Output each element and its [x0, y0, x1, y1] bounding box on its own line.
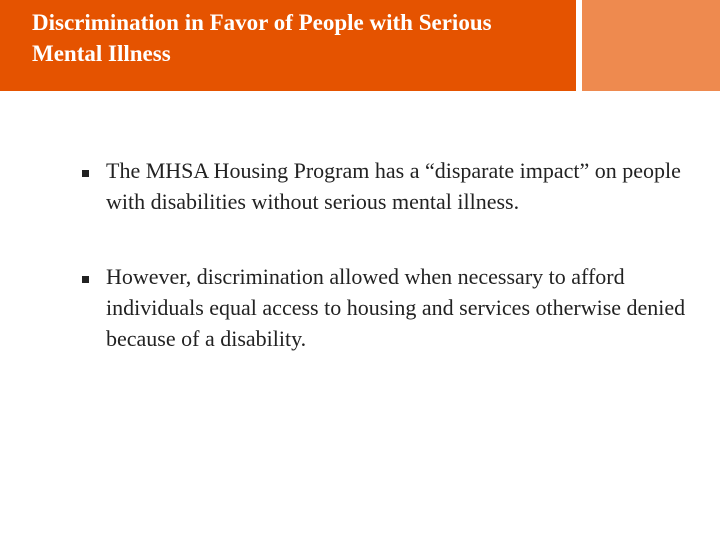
bullet-text: The MHSA Housing Program has a “disparate impact” on people with disabilities without serious mental illness.	[106, 158, 681, 214]
bullet-text: However, discrimination allowed when necessary to afford individuals equal access to housing and services otherwise denied because of a disability.	[106, 264, 686, 351]
square-bullet-icon	[82, 276, 89, 283]
square-bullet-icon	[82, 170, 89, 177]
slide-title: Discrimination in Favor of People with Serious Mental Illness	[32, 10, 492, 66]
bullet-item	[72, 261, 692, 354]
bullet-item	[72, 155, 692, 217]
accent-block	[582, 0, 720, 91]
bullet-list	[72, 155, 692, 354]
title-bar	[0, 0, 576, 91]
